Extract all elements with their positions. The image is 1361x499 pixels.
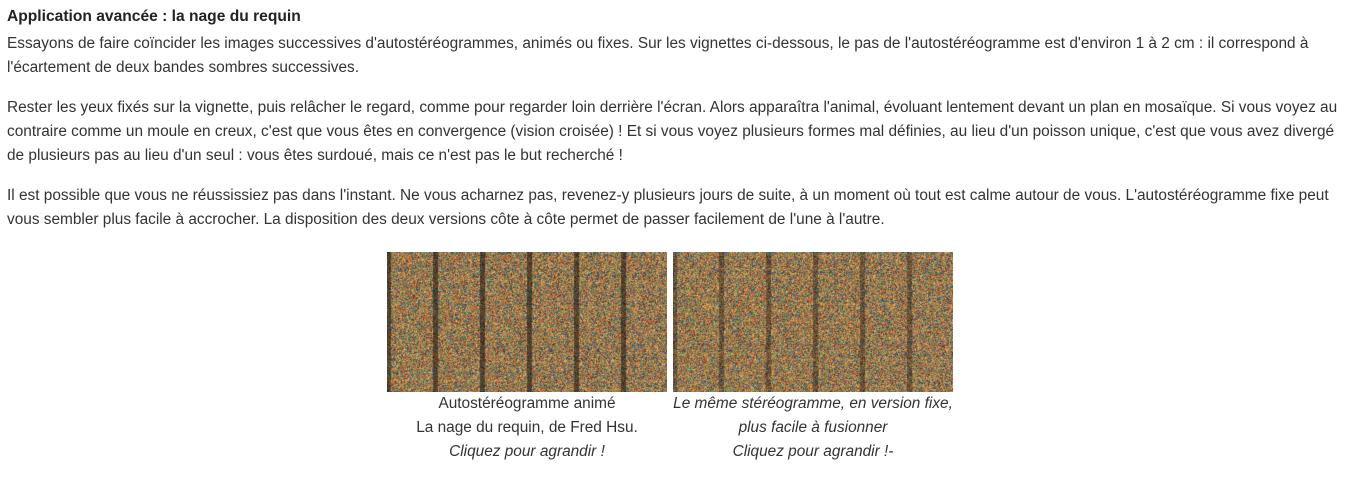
fixed-caption [633,392,993,464]
stereogram-figures [387,252,967,492]
fixed-caption-title: Le même stéréogramme, en version fixe, [673,395,953,412]
animated-stereogram-thumbnail[interactable] [387,252,667,392]
animated-caption-credit: La nage du requin, de Fred Hsu. [416,419,638,436]
figure-animated [387,252,667,460]
advice-paragraph: Il est possible que vous ne réussissiez pas dans l'instant. Ne vous acharnez pas, revenez-y plusieurs jours de suite, à un moment où tout est calme autour de vous. L'autostéréogramme fixe peut vous sembler plus facile à accrocher. La disposition des deux versions côte à côte permet de passer facilement de l'une à l'autre. [7,187,1329,228]
figure-fixed [673,252,953,460]
section-title: Application avancée : la nage du requin [7,8,301,25]
fixed-caption-subtitle: plus facile à fusionner [738,419,888,436]
article [7,4,1347,248]
animated-caption-title: Autostéréogramme animé [438,395,616,412]
instructions-paragraph: Rester les yeux fixés sur la vignette, puis relâcher le regard, comme pour regarder loin derrière l'écran. Alors apparaîtra l'animal, évoluant lentement devant un plan en mosaïque. Si vous voyez au contraire comme un moule en creux, c'est que vous êtes en convergence (vision croisée) ! Et si vous voyez plusieurs formes mal définies, au lieu d'un poisson unique, c'est que vous avez divergé de plusieurs pas au lieu d'un seul : vous êtes surdoué, mais ce n'est pas le but recherché ! [7,99,1338,164]
fixed-stereogram-thumbnail[interactable] [673,252,953,392]
animated-enlarge-link[interactable]: Cliquez pour agrandir ! [449,443,605,460]
intro-paragraph: Essayons de faire coïncider les images successives d'autostéréogrammes, animés ou fixes. Sur les vignettes ci-dessous, le pas de l'autostéréogramme est d'environ 1 à 2 cm : il correspond à l'écartement de deux bandes sombres successives. [7,35,1309,76]
fixed-enlarge-link[interactable]: Cliquez pour agrandir !- [732,443,894,460]
